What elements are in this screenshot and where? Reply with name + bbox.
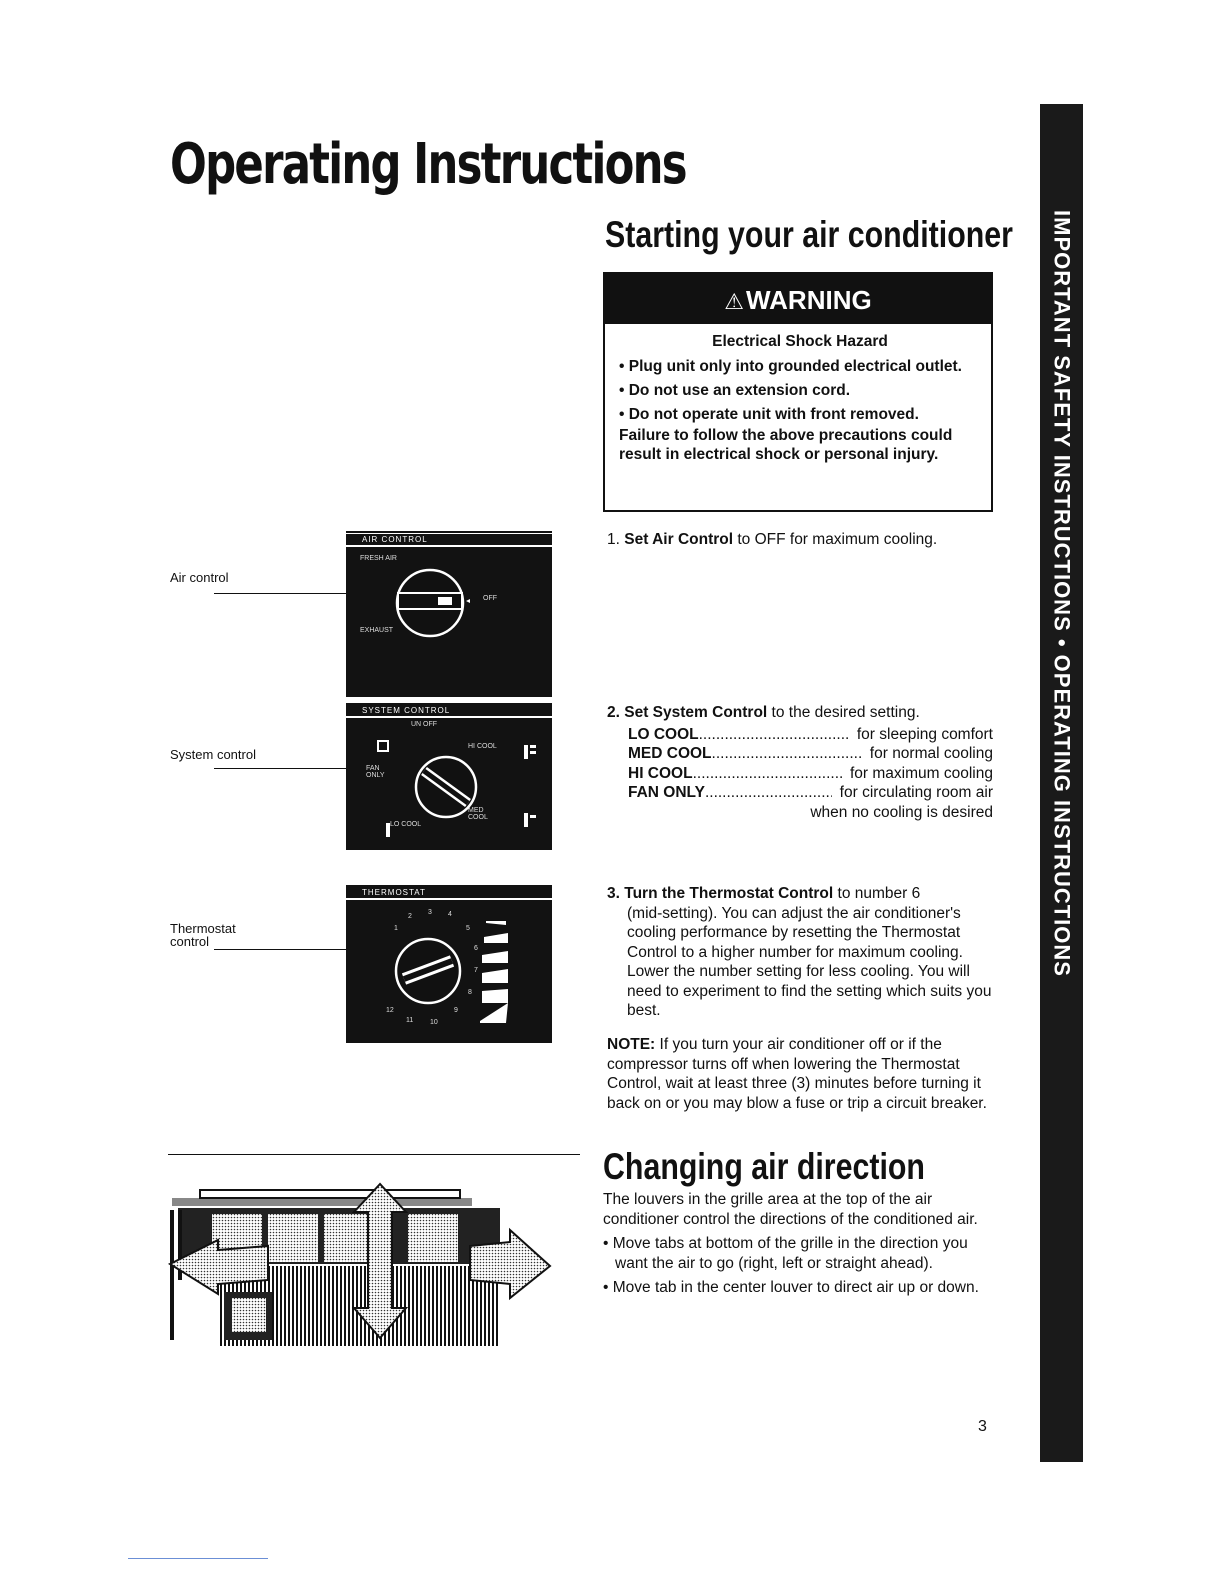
system-control-panel xyxy=(346,703,552,850)
page-bottom-rule xyxy=(128,1558,268,1559)
warning-header-text: WARNING xyxy=(746,285,872,315)
thermostat-knob-icon[interactable] xyxy=(356,903,546,1041)
step-number: 1. xyxy=(607,531,620,548)
warning-title: Electrical Shock Hazard xyxy=(712,333,888,350)
grille-illustration xyxy=(164,1180,556,1350)
setting-row xyxy=(628,725,993,745)
system-label-off: UN OFF xyxy=(411,721,438,728)
thermo-num-10: 10 xyxy=(430,1019,438,1026)
note-label: NOTE: xyxy=(607,1036,656,1053)
thermo-num-3: 3 xyxy=(428,909,432,916)
section-heading-air-direction: Changing air direction xyxy=(603,1146,925,1187)
thermo-num-2: 2 xyxy=(408,913,412,920)
thermo-num-9: 9 xyxy=(454,1007,458,1014)
note xyxy=(607,1035,997,1113)
air-control-panel-title: AIR CONTROL xyxy=(362,535,428,544)
setting-desc: for sleeping comfort xyxy=(856,725,993,743)
air-control-leader-line xyxy=(214,593,346,594)
thermo-num-4: 4 xyxy=(448,911,452,918)
setting-desc: for normal cooling xyxy=(869,745,993,762)
step-3 xyxy=(607,884,997,1021)
step-number: 3. xyxy=(607,885,620,902)
setting-row xyxy=(628,783,993,803)
system-control-callout: System control xyxy=(170,747,256,762)
side-tab-label: IMPORTANT SAFETY INSTRUCTIONS • OPERATING INSTRUCTIONS xyxy=(1049,210,1075,977)
warning-bullet: • Plug unit only into grounded electrical outlet. xyxy=(619,358,962,375)
air-direction-intro: The louvers in the grille area at the top of the air conditioner control the directions of the conditioned air. xyxy=(603,1191,978,1228)
setting-name: HI COOL xyxy=(628,764,693,782)
system-label-fan: FAN ONLY xyxy=(366,765,385,779)
section-divider xyxy=(168,1154,580,1155)
system-control-panel-title: SYSTEM CONTROL xyxy=(362,706,451,715)
thermo-num-11: 11 xyxy=(406,1017,414,1024)
thermostat-leader-line xyxy=(214,949,346,950)
setting-desc: for maximum cooling xyxy=(850,764,993,782)
step-text: to the desired setting. xyxy=(767,704,920,721)
note-text: If you turn your air conditioner off or if the compressor turns off when lowering the Thermostat Control, wait at least three (3) minutes before turning it back on or you may blow a fuse or trip a circuit breaker. xyxy=(607,1036,987,1112)
system-label-hi: HI COOL xyxy=(468,743,497,750)
warning-triangle-icon: ⚠ xyxy=(724,289,745,314)
air-direction-bullet: • Move tab in the center louver to direct air up or down. xyxy=(603,1279,979,1296)
system-control-knob-icon[interactable] xyxy=(360,723,550,847)
page-number: 3 xyxy=(978,1418,987,1435)
warning-header xyxy=(605,274,991,324)
step-bold: Set Air Control xyxy=(624,531,734,548)
panel-blank-section xyxy=(346,654,552,695)
thermo-num-1: 1 xyxy=(394,925,398,932)
fresh-air-label: FRESH AIR xyxy=(360,555,397,562)
off-label: OFF xyxy=(483,595,497,602)
warning-bullet: • Do not use an extension cord. xyxy=(619,382,851,399)
step-number: 2. xyxy=(607,704,620,721)
thermo-num-7: 7 xyxy=(474,967,478,974)
step-bold: Set System Control xyxy=(624,704,768,721)
warning-box xyxy=(603,272,993,512)
page-title: Operating Instructions xyxy=(170,132,686,197)
step-1 xyxy=(607,530,937,550)
step-bold: Turn the Thermostat Control xyxy=(624,885,834,902)
air-direction-bullet: • Move tabs at bottom of the grille in the direction you want the air to go (right, left or straight ahead). xyxy=(603,1235,968,1272)
air-control-callout: Air control xyxy=(170,570,229,585)
settings-list xyxy=(628,725,993,823)
thermostat-callout: Thermostat control xyxy=(170,921,236,949)
setting-desc: for circulating room air xyxy=(839,784,993,801)
air-direction-text xyxy=(603,1190,993,1303)
setting-row xyxy=(628,764,993,784)
step-text: to OFF for maximum cooling. xyxy=(733,531,938,548)
step-text: to number 6 xyxy=(833,885,921,902)
system-label-lo: LO COOL xyxy=(390,821,422,828)
system-label-med: MED COOL xyxy=(468,807,488,821)
thermo-num-12: 12 xyxy=(386,1007,394,1014)
warning-bullet: • Do not operate unit with front removed. xyxy=(619,406,919,423)
thermo-num-8: 8 xyxy=(468,989,472,996)
setting-name: FAN ONLY xyxy=(628,784,705,801)
setting-name: MED COOL xyxy=(628,745,712,762)
system-control-leader-line xyxy=(214,768,346,769)
thermostat-panel xyxy=(346,885,552,1043)
side-tab xyxy=(1040,104,1083,1462)
step-2 xyxy=(607,703,997,822)
warning-footer: Failure to follow the above precautions could result in electrical shock or personal injury. xyxy=(619,427,953,463)
setting-continuation: when no cooling is desired xyxy=(810,803,993,821)
thermo-num-5: 5 xyxy=(466,925,470,932)
step-body: (mid-setting). You can adjust the air conditioner's cooling performance by resetting the Thermostat Control to a higher number for maximum cooling. Lower the number setting for less cooling. You will need to experiment to find the setting which suits you best. xyxy=(627,904,992,1019)
air-control-knob-icon[interactable] xyxy=(390,563,470,643)
setting-row xyxy=(628,744,993,764)
section-heading-starting: Starting your air conditioner xyxy=(605,214,1013,255)
thermo-num-6: 6 xyxy=(474,945,478,952)
setting-name: LO COOL xyxy=(628,725,699,743)
exhaust-label: EXHAUST xyxy=(360,627,394,634)
warning-body xyxy=(619,332,981,469)
thermostat-panel-title: THERMOSTAT xyxy=(362,888,426,897)
